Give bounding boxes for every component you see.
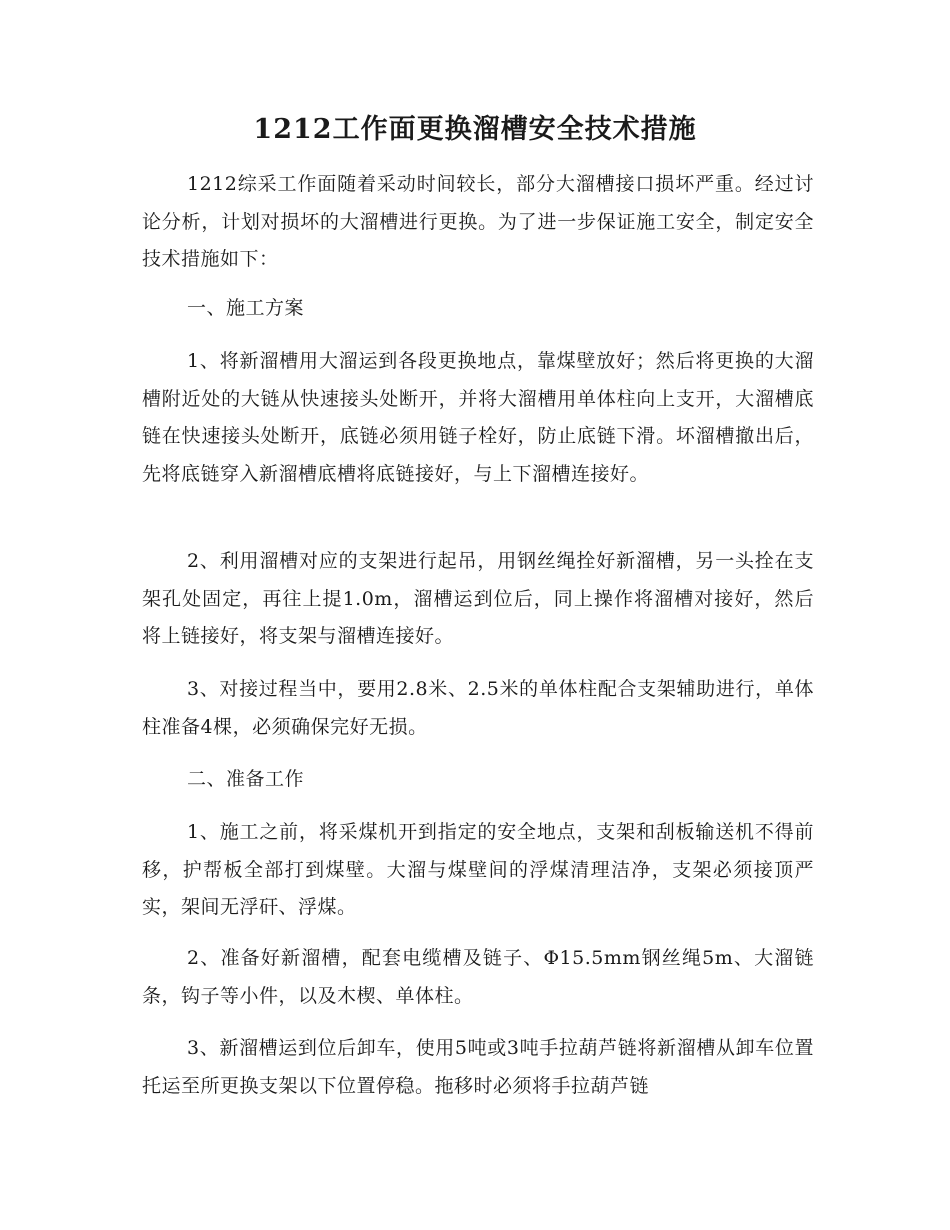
prep-item-1: 1、施工之前，将采煤机开到指定的安全地点，支架和刮板输送机不得前移，护帮板全部打到煤壁。大溜与煤壁间的浮煤清理洁净，支架必须接顶严实，架间无浮矸、浮煤。 [142, 821, 814, 918]
plan-item-1: 1、将新溜槽用大溜运到各段更换地点，靠煤壁放好；然后将更换的大溜槽附近处的大链从快速接头处断开，并将大溜槽用单体柱向上支开，大溜槽底链在快速接头处断开，底链必须用链子栓好，防止底链下滑。坏溜槽撤出后，先将底链穿入新溜槽底槽将底链接好，与上下溜槽连接好。 [142, 350, 814, 485]
plan-item-3: 3、对接过程当中，要用2.8米、2.5米的单体柱配合支架辅助进行，单体柱准备4棵，必须确保完好无损。 [142, 678, 814, 738]
prep-item-2: 2、准备好新溜槽，配套电缆槽及链子、Φ15.5mm钢丝绳5m、大溜链条，钩子等小件，以及木楔、单体柱。 [142, 947, 814, 1007]
prep-item-3: 3、新溜槽运到位后卸车，使用5吨或3吨手拉葫芦链将新溜槽从卸车位置托运至所更换支架以下位置停稳。拖移时必须将手拉葫芦链 [142, 1037, 814, 1097]
document-title: 1212工作面更换溜槽安全技术措施 [253, 114, 697, 145]
section-heading-preparation: 二、准备工作 [187, 768, 305, 790]
plan-item-2: 2、利用溜槽对应的支架进行起吊，用钢丝绳拴好新溜槽，另一头拴在支架孔处固定，再往上提1.0m，溜槽运到位后，同上操作将溜槽对接好，然后将上链接好，将支架与溜槽连接好。 [142, 550, 814, 647]
section-heading-construction-plan: 一、施工方案 [187, 297, 305, 319]
intro-paragraph: 1212综采工作面随着采动时间较长，部分大溜槽接口损坏严重。经过讨论分析，计划对损坏的大溜槽进行更换。为了进一步保证施工安全，制定安全技术措施如下： [142, 173, 814, 270]
